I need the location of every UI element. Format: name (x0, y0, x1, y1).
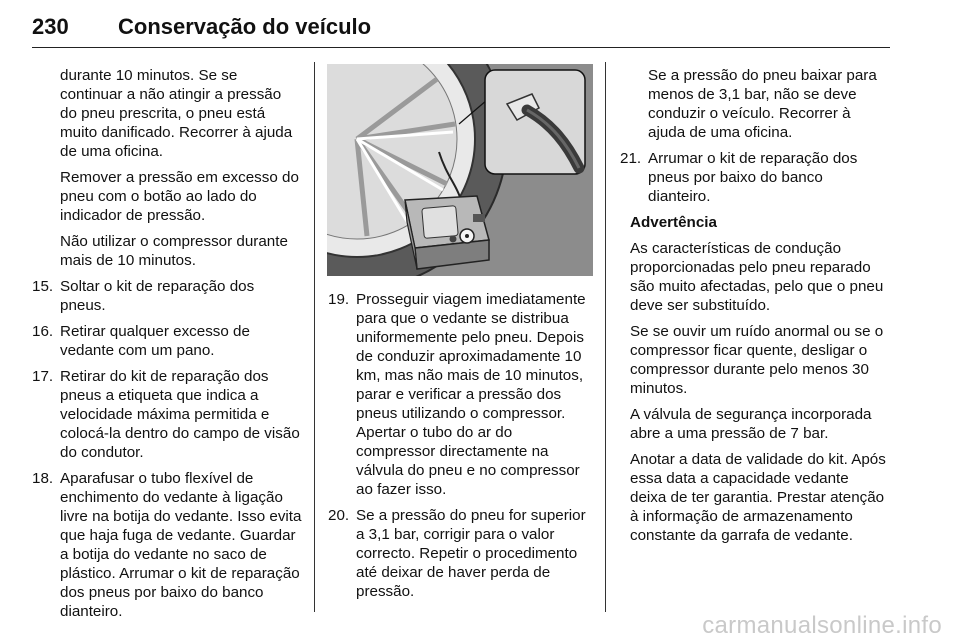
page-header (32, 10, 890, 48)
step-number: 15. (32, 278, 54, 295)
step-text: Arrumar o kit de reparação dos pneus por baixo do banco dianteiro. (648, 150, 858, 205)
step-number: 17. (32, 368, 54, 385)
page-number: 230 (32, 14, 69, 39)
watermark: carmanualsonline.info (702, 612, 942, 639)
step-text: Soltar o kit de reparação dos pneus. (60, 278, 255, 314)
step-text: Retirar qualquer excesso de vedante com um pano. (60, 323, 250, 359)
step-19 (328, 290, 593, 499)
column-divider-2 (605, 62, 606, 612)
step-text: Aparafusar o tubo flexível de enchimento do vedante à ligação livre na botija do vedante. Isso evita que haja fuga de vedante. Guardar a botija do vedante no saco de plástico. Arrumar o kit de reparação dos pneus por baixo do banco dianteiro. (60, 470, 302, 620)
paragraph: Se a pressão do pneu baixar para menos de 3,1 bar, não se deve conduzir o veículo. Recorrer à ajuda de uma oficina. (648, 67, 877, 141)
warning-paragraph: Anotar a data de validade do kit. Após essa data a capacidade vedante deixa de ter garantia. Prestar atenção à informação de armazenamento constante da garrafa de vedante. (630, 451, 886, 544)
step-number: 20. (328, 507, 350, 524)
paragraph: durante 10 minutos. Se se continuar a não atingir a pressão do pneu prescrita, o pneu está muito danificado. Recorrer à ajuda de uma oficina. (60, 67, 293, 160)
step-20 (328, 506, 593, 601)
warning-box (620, 213, 886, 545)
section-title: Conservação do veículo (118, 14, 372, 39)
step-text: Prosseguir viagem imediatamente para que o vedante se distribua uniformemente pelo pneu. Depois de conduzir aproximadamente 10 km, mas não mais de 10 minutos, parar e verificar a pressão dos pneus utilizando o compressor. Apertar o tubo do ar do compressor directamente na válvula do pneu e no compressor ao fazer isso. (356, 291, 586, 498)
step-18 (32, 469, 302, 621)
column-3 (620, 66, 886, 552)
step-text: Retirar do kit de reparação dos pneus a etiqueta que indica a velocidade máxima permitida e colocá-la dentro do campo de visão do condutor. (60, 368, 300, 461)
column-1 (32, 66, 302, 628)
warning-paragraph: As características de condução proporcionadas pelo pneu reparado são muito afectadas, pelo que o pneu deve ser substituído. (630, 240, 884, 314)
step-number: 21. (620, 150, 642, 167)
paragraph: Não utilizar o compressor durante mais de 10 minutos. (60, 233, 288, 269)
step-17 (32, 367, 302, 462)
step-number: 19. (328, 291, 350, 308)
step-15 (32, 277, 302, 315)
column-2 (328, 290, 593, 608)
warning-paragraph: A válvula de segurança incorporada abre a uma pressão de 7 bar. (630, 406, 872, 442)
step-16 (32, 322, 302, 360)
compressor-illustration (327, 64, 593, 276)
step-21 (620, 149, 886, 206)
step-number: 18. (32, 470, 54, 487)
step-number: 16. (32, 323, 54, 340)
step-text: Se a pressão do pneu for superior a 3,1 bar, corrigir para o valor correcto. Repetir o procedimento até deixar de haver perda de pressão. (356, 507, 586, 600)
warning-paragraph: Se se ouvir um ruído anormal ou se o compressor ficar quente, desligar o compressor durante pelo menos 30 minutos. (630, 323, 884, 397)
tire-compressor-drawing (327, 64, 593, 276)
header-rule (32, 47, 890, 48)
paragraph: Remover a pressão em excesso do pneu com o botão ao lado do indicador de pressão. (60, 169, 299, 224)
column-divider-1 (314, 62, 315, 612)
warning-title: Advertência (630, 214, 717, 231)
